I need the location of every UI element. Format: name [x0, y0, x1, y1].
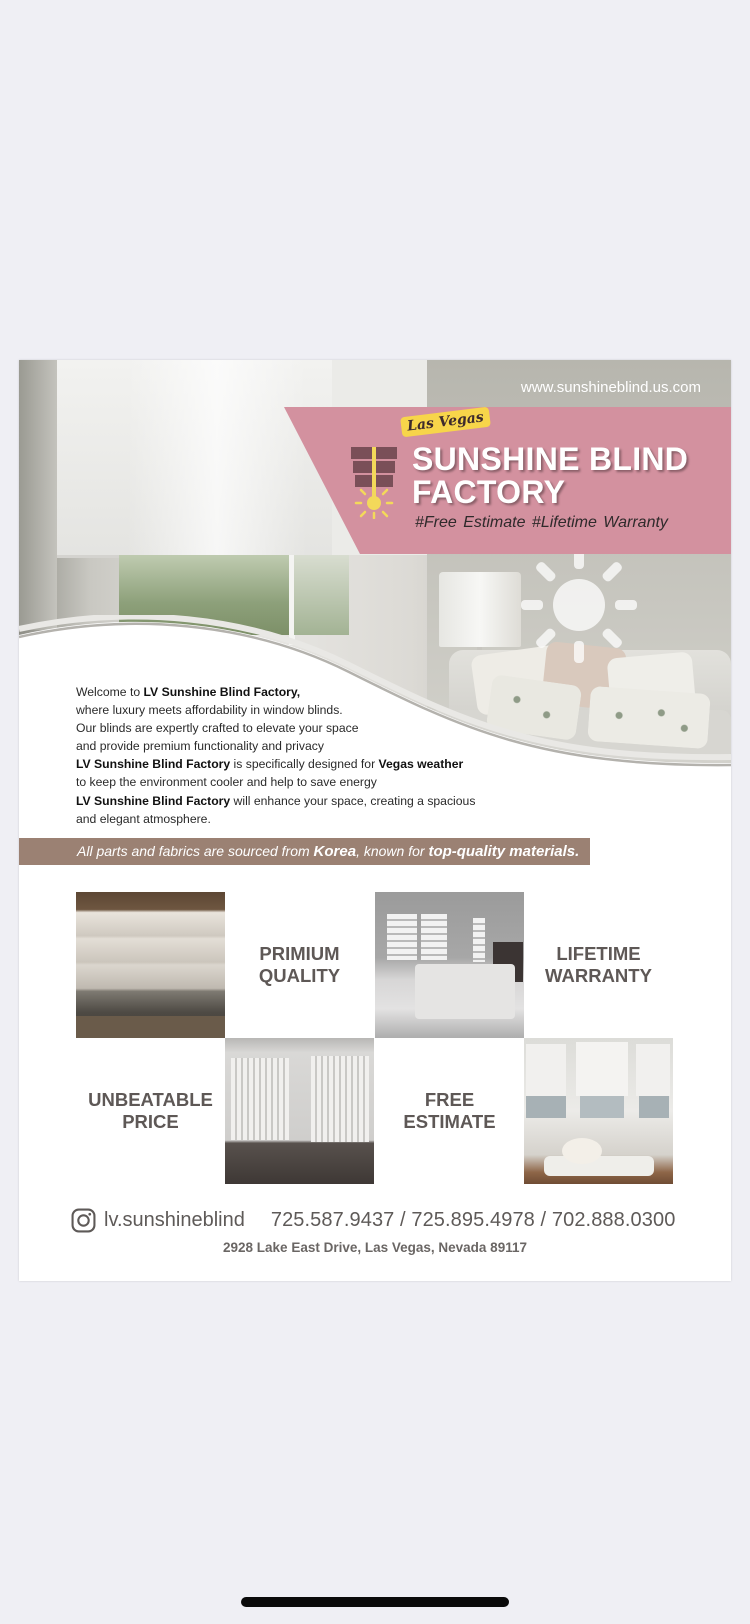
address: 2928 Lake East Drive, Las Vegas, Nevada 89117: [223, 1240, 527, 1255]
feature-free-estimate: FREE ESTIMATE: [403, 1089, 496, 1132]
feature-lifetime-warranty: LIFETIME WARRANTY: [545, 943, 652, 986]
feature-unbeatable-price: UNBEATABLE PRICE: [88, 1089, 213, 1132]
website-url[interactable]: www.sunshineblind.us.com: [520, 379, 701, 396]
room-shades-photo: [225, 1038, 374, 1184]
sourcing-banner: All parts and fabrics are sourced from Korea, known for top-quality materials.: [19, 838, 590, 865]
window-frame: [19, 360, 57, 630]
roller-shade: [57, 360, 332, 558]
instagram-handle[interactable]: lv.sunshineblind: [104, 1208, 245, 1231]
flyer: [19, 360, 731, 1281]
las-vegas-tag: Las Vegas: [400, 407, 491, 438]
hashtags: #Free Estimate #Lifetime Warranty: [415, 514, 668, 531]
home-indicator[interactable]: [241, 1597, 509, 1607]
living-room-shades-photo: [524, 1038, 673, 1184]
feature-premium-quality: PRIMIUM QUALITY: [258, 943, 341, 986]
instagram-icon[interactable]: [71, 1208, 96, 1233]
bedroom-blinds-photo: [375, 892, 524, 1038]
feature-grid: [76, 892, 676, 1184]
blind-sun-logo-icon: [349, 447, 399, 519]
contact-row: [71, 1205, 711, 1235]
kitchen-blinds-photo: [76, 892, 225, 1038]
brand-title: [412, 443, 688, 509]
phone-numbers[interactable]: 725.587.9437 / 725.895.4978 / 702.888.0300: [270, 1208, 676, 1231]
brand-title-line2: FACTORY: [412, 474, 566, 510]
welcome-text: Welcome to LV Sunshine Blind Factory, where luxury meets affordability in window blinds. Our blinds are expertly crafted to elevate your space and provide premium functionality and privacy LV Sunshine Blind Factory is specifically designed for Vegas weather to keep the environment cooler and help to save energy LV Sunshine Blind Factory will enhance your space, creating a spacious and elegant atmosphere.: [76, 685, 476, 826]
brand-title-line1: SUNSHINE BLIND: [412, 441, 689, 477]
